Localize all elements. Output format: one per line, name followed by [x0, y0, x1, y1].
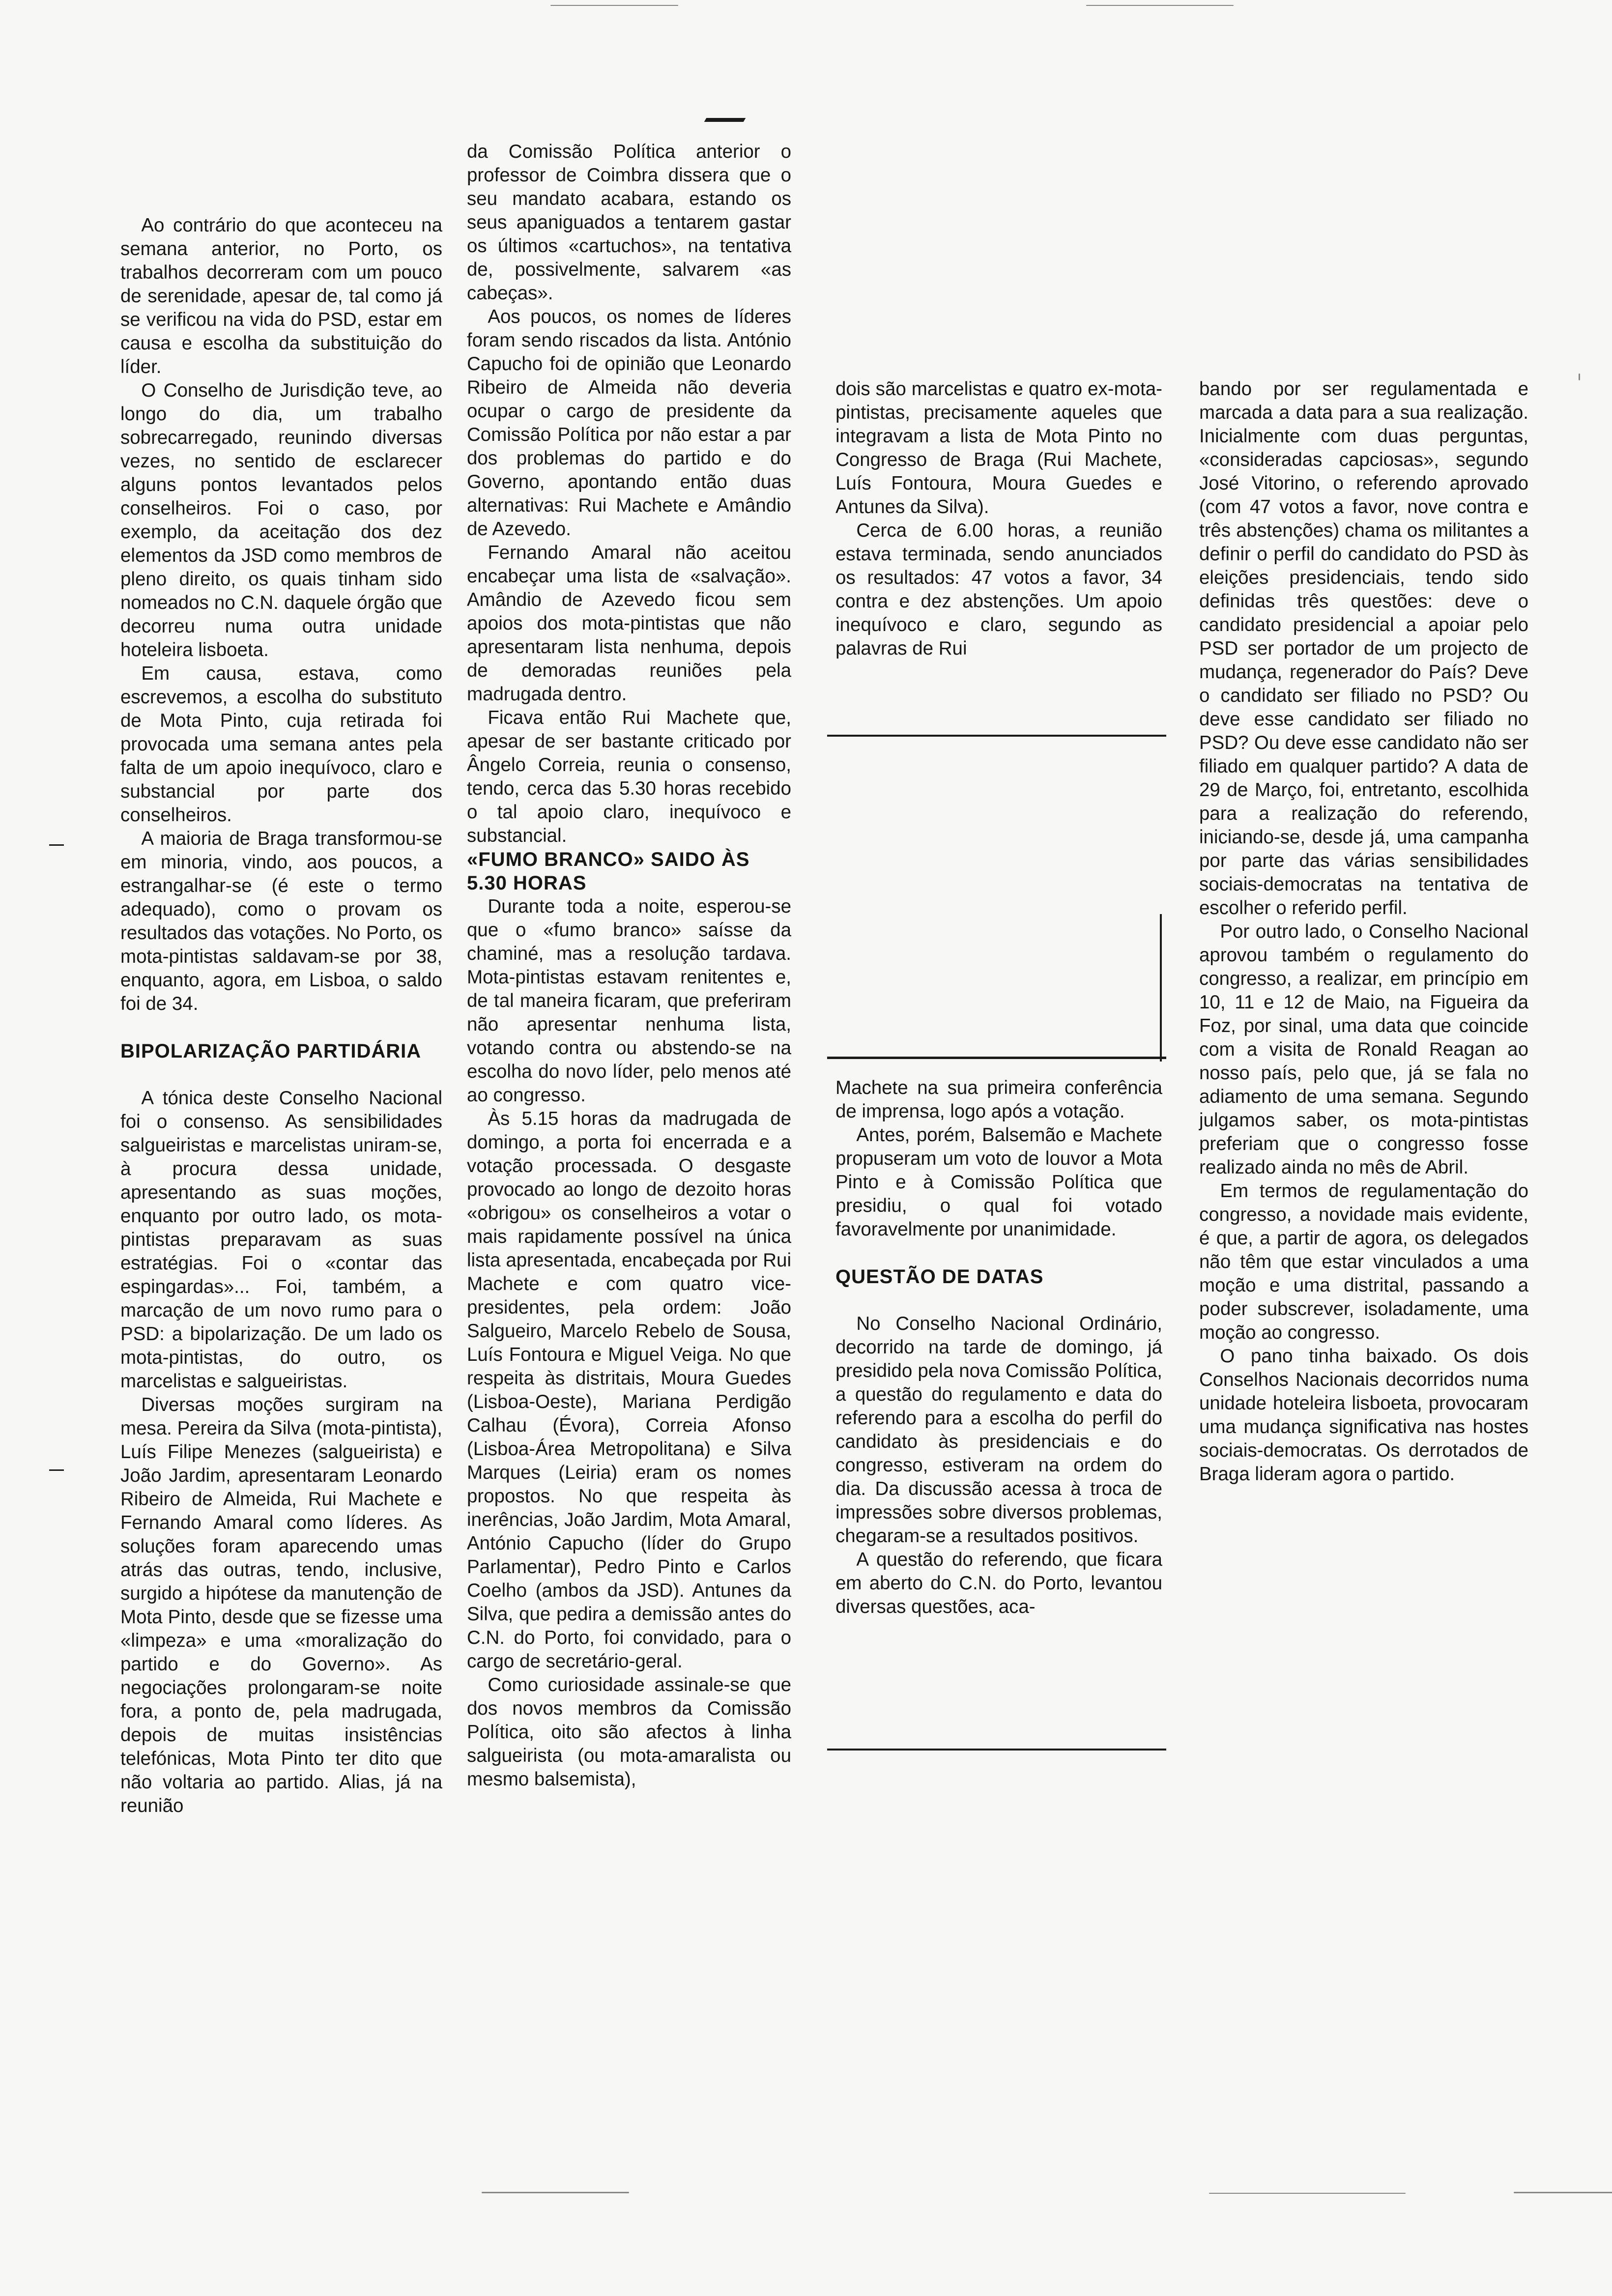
paragraph: Aos poucos, os nomes de líderes foram sendo riscados da lista. António Capucho foi de opinião que Leonardo Ribeiro de Almeida não deveria ocupar o cargo de presidente da Comissão Política por não estar a par dos problemas do partido e do Governo, apontando então duas alternativas: Rui Machete e Amândio de Azevedo. [467, 306, 791, 540]
paragraph: Fernando Amaral não aceitou encabeçar uma lista de «salvação». Amândio de Azevedo ficou sem apoios dos mota-pintistas que não apresentaram lista nenhuma, depois de demoradas reuniões pela madrugada dentro. [467, 542, 791, 705]
left-margin-mark [49, 844, 64, 846]
paragraph: Cerca de 6.00 horas, a reunião estava terminada, sendo anunciados os resultados: 47 votos a favor, 34 contra e dez abstenções. Um apoio inequívoco e claro, segundo as palavras de Rui [835, 520, 1162, 659]
paragraph: dois são marcelistas e quatro ex-mota-pintistas, precisamente aqueles que integravam a lista de Mota Pinto no Congresso de Braga (Rui Machete, Luís Fontoura, Moura Guedes e Antunes da Silva). [835, 378, 1162, 517]
paragraph: Ficava então Rui Machete que, apesar de ser bastante criticado por Ângelo Correia, reunia o consenso, tendo, cerca das 5.30 horas recebido o tal apoio claro, inequívoco e substancial. [467, 707, 791, 846]
paragraph: Como curiosidade assinale-se que dos novos membros da Comissão Política, oito são afectos à linha salgueirista (ou mota-amaralista ou mesmo balsemista), [467, 1674, 791, 1790]
article-column-3-top [835, 377, 1162, 660]
paragraph: Antes, porém, Balsemão e Machete propuseram um voto de louvor a Mota Pinto e à Comissão Política que presidiu, o qual foi votado favoravelmente por unanimidade. [835, 1124, 1162, 1240]
paragraph: Durante toda a noite, esperou-se que o «fumo branco» saísse da chaminé, mas a resolução tardava. Mota-pintistas estavam renitentes e, de tal maneira ficaram, que preferiram não apresentar nenhuma lista, votando contra ou abstendo-se na escolha do novo líder, pelo menos até ao congresso. [467, 896, 791, 1106]
paragraph: Ao contrário do que aconteceu na semana anterior, no Porto, os trabalhos decorreram com um pouco de serenidade, apesar de, tal como já se verificou na vida do PSD, estar em causa e escolha da substituição do líder. [120, 215, 442, 377]
paragraph: Em termos de regulamentação do congresso, a novidade mais evidente, é que, a partir de agora, os delegados não têm que estar vinculados a uma moção e uma distrital, passando a poder subscrever, isoladamente, uma moção ao congresso. [1199, 1180, 1528, 1343]
paragraph: O Conselho de Jurisdição teve, ao longo do dia, um trabalho sobrecarregado, reunindo diversas vezes, no sentido de esclarecer alguns pontos levantados pelos conselheiros. Foi o caso, por exemplo, da aceitação dos dez elementos da JSD como membros de pleno direito, os quais tinham sido nomeados no C.N. daquele órgão que decorreu numa outra unidade hoteleira lisboeta. [120, 380, 442, 660]
paragraph: A questão do referendo, que ficara em aberto do C.N. do Porto, levantou diversas questões, aca- [835, 1549, 1162, 1617]
left-margin-mark [49, 1469, 64, 1471]
scan-speck [482, 2192, 629, 2193]
paragraph: A maioria de Braga transformou-se em minoria, vindo, aos poucos, a estrangalhar-se (é este o termo adequado), como o provam os resultados das votações. No Porto, os mota-pintistas saldavam-se por 38, enquanto, agora, em Lisboa, o saldo foi de 34. [120, 828, 442, 1014]
article-column-4 [1199, 377, 1528, 1486]
scan-speck [1086, 5, 1234, 6]
paragraph: Às 5.15 horas da madrugada de domingo, a porta foi encerrada e a votação processada. O desgaste provocado ao longo de dezoito horas «obrigou» os conselheiros a votar o mais rapidamente possível na única lista apresentada, encabeçada por Rui Machete e com quatro vice-presidentes, pela ordem: João Salgueiro, Marcelo Rebelo de Sousa, Luís Fontoura e Miguel Veiga. No que respeita às distritais, Moura Guedes (Lisboa-Oeste), Mariana Perdigão Calhau (Évora), Correia Afonso (Lisboa-Área Metropolitana) e Silva Marques (Leiria) eram os nomes propostos. No que respeita às inerências, João Jardim, Mota Amaral, António Capucho (líder do Grupo Parlamentar), Pedro Pinto e Carlos Coelho (ambos da JSD). Antunes da Silva, que pedira a demissão antes do C.N. do Porto, foi convidado, para o cargo de secretário-geral. [467, 1108, 791, 1672]
scan-speck [1579, 373, 1580, 380]
section-heading: «FUMO BRANCO» SAIDO ÀS 5.30 HORAS [467, 849, 750, 894]
scan-speck [1209, 2193, 1406, 2194]
paragraph: No Conselho Nacional Ordinário, decorrido na tarde de domingo, já presidido pela nova Comissão Política, a questão do regulamento e data do referendo para a escolha do perfil do candidato às presidenciais e do congresso, estiveram na ordem do dia. Da discussão acessa à troca de impressões sobre diversos problemas, chegaram-se a resultados positivos. [835, 1313, 1162, 1547]
top-right-flourish [704, 118, 746, 122]
article-column-1 [120, 214, 442, 1818]
column3-photo-rule [827, 1057, 1166, 1059]
scan-speck [550, 5, 678, 6]
column3-bottom-rule [827, 1749, 1166, 1751]
section-heading: BIPOLARIZAÇÃO PARTIDÁRIA [120, 1040, 422, 1062]
section-heading: QUESTÃO DE DATAS [835, 1266, 1044, 1288]
article-column-3-bottom [835, 1076, 1162, 1619]
article-column-2 [467, 140, 791, 1791]
photo-right-edge [1160, 914, 1162, 1062]
paragraph: Diversas moções surgiram na mesa. Pereira da Silva (mota-pintista), Luís Filipe Menezes (salgueirista) e João Jardim, apresentaram Leonardo Ribeiro de Almeida, Rui Machete e Fernando Amaral como líderes. As soluções foram aparecendo umas atrás das outras, tendo, inclusive, surgido a hipótese da manutenção de Mota Pinto, desde que se fizesse uma «limpeza» e uma «moralização do partido e do Governo». As negociações prolongaram-se noite fora, a ponto de, pela madrugada, depois de muitas insistências telefónicas, Mota Pinto ter dito que não voltaria ao partido. Alias, já na reunião [120, 1394, 442, 1816]
paragraph: da Comissão Política anterior o professor de Coimbra dissera que o seu mandato acabara, estando os seus apaniguados a tentarem gastar os últimos «cartuchos», na tentativa de, possivelmente, salvarem «as cabeças». [467, 141, 791, 304]
paragraph: Por outro lado, o Conselho Nacional aprovou também o regulamento do congresso, a realizar, em princípio em 10, 11 e 12 de Maio, na Figueira da Foz, por sinal, uma data que coincide com a visita de Ronald Reagan ao nosso país, pelo que, já se fala no adiamento de uma semana. Segundo julgamos saber, os mota-pintistas preferiam que o congresso fosse realizado ainda no mês de Abril. [1199, 921, 1528, 1178]
column3-top-rule [827, 735, 1166, 737]
paragraph: O pano tinha baixado. Os dois Conselhos Nacionais decorridos numa unidade hoteleira lisboeta, provocaram uma mudança significativa nas hostes sociais-democratas. Os derrotados de Braga lideram agora o partido. [1199, 1346, 1528, 1485]
paragraph: Machete na sua primeira conferência de imprensa, logo após a votação. [835, 1077, 1162, 1122]
paragraph: A tónica deste Conselho Nacional foi o consenso. As sensibilidades salgueiristas e marcelistas uniram-se, à procura dessa unidade, apresentando as suas moções, enquanto por outro lado, os mota-pintistas preparavam as suas estratégias. Foi o «contar das espingardas»... Foi, também, a marcação de um novo rumo para o PSD: a bipolarização. De um lado os mota-pintistas, do outro, os marcelistas e salgueiristas. [120, 1088, 442, 1392]
scan-speck [1514, 2192, 1612, 2193]
paragraph: bando por ser regulamentada e marcada a data para a sua realização. Inicialmente com duas perguntas, «consideradas capciosas», segundo José Vitorino, o referendo aprovado (com 47 votos a favor, nove contra e três abstenções) chama os militantes a definir o perfil do candidato do PSD às eleições presidenciais, tendo sido definidas três questões: deve o candidato presidencial a apoiar pelo PSD ser portador de um projecto de mudança, regenerador do País? Deve o candidato ser filiado no PSD? Ou deve esse candidato ser filiado no PSD? Ou deve esse candidato não ser filiado em qualquer partido? A data de 29 de Março, foi, entretanto, escolhida para a realização do referendo, iniciando-se, desde já, uma campanha por parte das várias sensibilidades sociais-democratas na tentativa de escolher o referido perfil. [1199, 378, 1528, 918]
paragraph: Em causa, estava, como escrevemos, a escolha do substituto de Mota Pinto, cuja retirada foi provocada uma semana antes pela falta de um apoio inequívoco, claro e substancial por parte dos conselheiros. [120, 663, 442, 826]
